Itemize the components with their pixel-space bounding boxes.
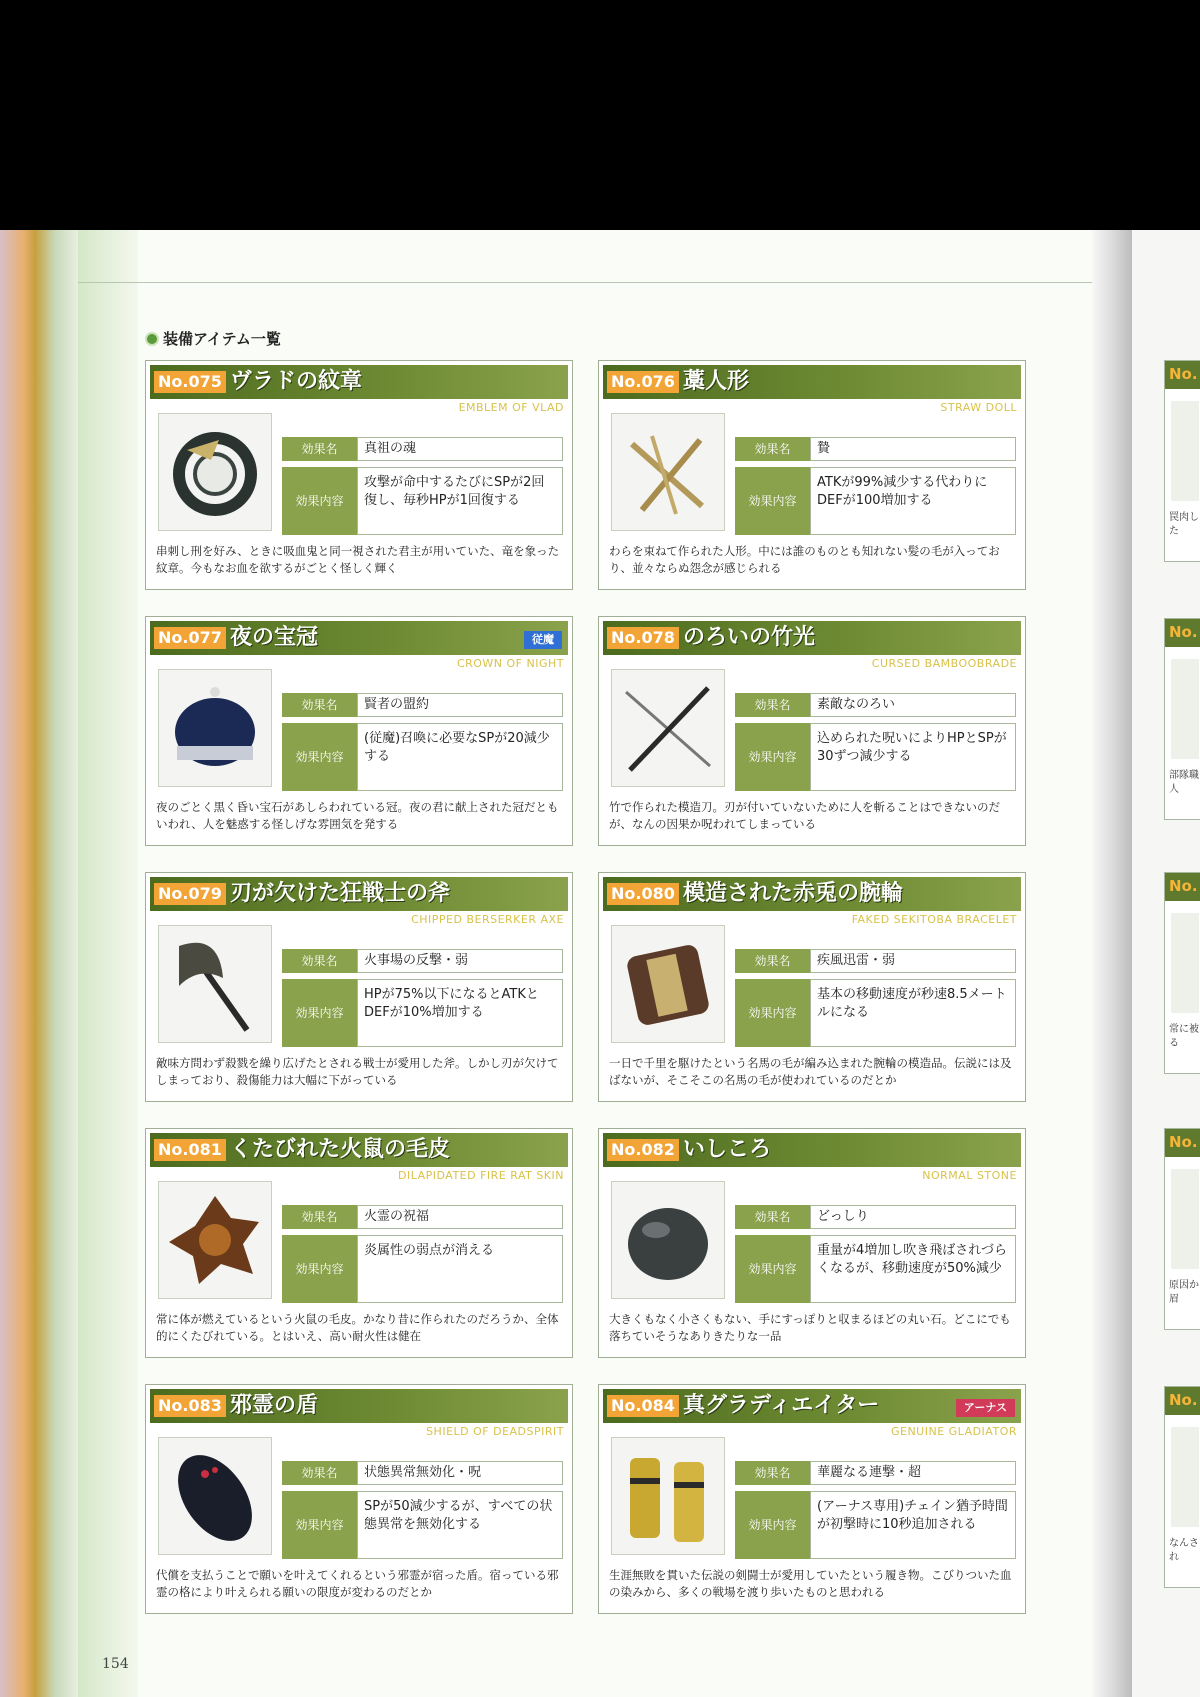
facing-card: No. 常に被る [1164,872,1200,1074]
effect-value: 込められた呪いによりHPとSPが30ずつ減少する [810,723,1016,791]
effect-name-value: どっしり [810,1205,1016,1229]
item-name: ヴラドの紋章 [230,369,363,394]
effect-label: 効果内容 [735,1491,810,1559]
item-badge: 従魔 [524,631,562,649]
item-card [598,616,1026,846]
stone-icon [612,1182,724,1298]
item-number: No.080 [607,883,679,905]
straw-doll-icon [612,414,724,530]
top-rule [78,282,1100,283]
effect-name-label: 効果名 [735,949,810,973]
section-bullet-icon [145,332,159,346]
effect-name-value: 贄 [810,437,1016,461]
card-header [150,621,568,655]
item-image [611,669,725,787]
effect-label: 効果内容 [282,467,357,535]
item-english-name: CHIPPED BERSERKER AXE [411,913,564,926]
page-edge [0,230,78,1697]
item-name: のろいの竹光 [683,625,816,650]
crossed-swords-icon [612,670,724,786]
page-number: 154 [102,1656,129,1672]
bracelet-icon [612,926,724,1042]
effect-value: ATKが99%減少する代わりにDEFが100増加する [810,467,1016,535]
item-badge: アーナス [956,1399,1015,1417]
item-image [158,925,272,1043]
item-number: No.075 [154,371,226,393]
item-number: No.076 [607,371,679,393]
item-description: 代償を支払うことで願いを叶えてくれるという邪霊が宿った盾。宿っている邪霊の格により叶えられる願いの限度が変わるのだとか [156,1568,559,1599]
item-description: 竹で作られた模造刀。刃が付いていないために人を斬ることはできないのだが、なんの因果か呪われてしまっている [609,800,1000,831]
item-english-name: NORMAL STONE [922,1169,1017,1182]
facing-card: No. なんされ [1164,1386,1200,1588]
crown-icon [159,670,271,786]
item-name: 藁人形 [683,369,750,394]
item-number: No.084 [607,1395,679,1417]
effect-value: SPが50減少するが、すべての状態異常を無効化する [357,1491,563,1559]
item-card [145,360,573,590]
card-header [603,1389,1021,1423]
effect-value: 基本の移動速度が秒速8.5メートルになる [810,979,1016,1047]
facing-card: No. 原因か眉 [1164,1128,1200,1330]
item-image [611,925,725,1043]
effect-name-value: 疾風迅雷・弱 [810,949,1016,973]
item-description: 一日で千里を駆けたという名馬の毛が編み込まれた腕輪の模造品。伝説には及ばないが、そこそこの名馬の毛が使われているのだとか [609,1056,1012,1087]
effect-name-value: 素敵なのろい [810,693,1016,717]
item-card [598,1128,1026,1358]
book-gutter [1092,230,1132,1697]
item-card [598,872,1026,1102]
item-english-name: CURSED BAMBOOBRADE [871,657,1017,670]
item-name: 刃が欠けた狂戦士の斧 [230,881,451,906]
axe-icon [159,926,271,1042]
item-name: 夜の宝冠 [230,625,319,650]
card-header [150,365,568,399]
item-description: 常に体が燃えているという火鼠の毛皮。かなり昔に作られたのだろうか、全体的にくたびれている。とはいえ、高い耐火性は健在 [156,1312,559,1343]
effect-label: 効果内容 [735,467,810,535]
card-header [603,365,1021,399]
shield-icon [159,1438,271,1554]
item-card [145,1128,573,1358]
item-image [158,1437,272,1555]
effect-value: 炎属性の弱点が消える [357,1235,563,1303]
item-description: 串刺し刑を好み、ときに吸血鬼と同一視された君主が用いていた、竜を象った紋章。今もなお血を欲するがごとく怪しく輝く [156,544,560,575]
item-number: No.077 [154,627,226,649]
item-name: くたびれた火鼠の毛皮 [230,1137,451,1162]
card-header [603,1133,1021,1167]
item-card [145,1384,573,1614]
effect-label: 効果内容 [282,1491,357,1559]
item-image [611,1437,725,1555]
item-english-name: SHIELD OF DEADSPIRIT [426,1425,564,1438]
card-header [150,1389,568,1423]
item-number: No.083 [154,1395,226,1417]
item-image [611,1181,725,1299]
effect-value: 重量が4増加し吹き飛ばされづらくなるが、移動速度が50%減少 [810,1235,1016,1303]
effect-name-label: 効果名 [282,1205,357,1229]
item-english-name: GENUINE GLADIATOR [890,1425,1017,1438]
item-number: No.079 [154,883,226,905]
item-name: 邪霊の盾 [230,1393,319,1418]
item-description: 大きくもなく小さくもない、手にすっぽりと収まるほどの丸い石。どこにでも落ちていそうなありきたりな一品 [609,1312,1011,1343]
effect-name-label: 効果名 [282,1461,357,1485]
item-image [158,669,272,787]
item-number: No.082 [607,1139,679,1161]
effect-label: 効果内容 [735,979,810,1047]
effect-label: 効果内容 [735,723,810,791]
item-image [158,1181,272,1299]
effect-name-value: 賢者の盟約 [357,693,563,717]
facing-card: No. 部隊職人 [1164,618,1200,820]
effect-value: HPが75%以下になるとATKとDEFが10%増加する [357,979,563,1047]
item-name: 真グラディエイター [683,1393,880,1418]
dragon-emblem-icon [159,414,271,530]
card-header [150,877,568,911]
item-description: 生涯無敗を貫いた伝説の剣闘士が愛用していたという履き物。こびりついた血の染みから、多くの戦場を渡り歩いたものと思われる [609,1568,1012,1599]
facing-card: No. 罠肉した [1164,360,1200,562]
item-image [611,413,725,531]
sandals-icon [612,1438,724,1554]
item-card [598,360,1026,590]
effect-value: (アーナス専用)チェイン猶予時間が初撃時に10秒追加される [810,1491,1016,1559]
item-name: 模造された赤兎の腕輪 [683,881,904,906]
fur-pelt-icon [159,1182,271,1298]
item-card [145,872,573,1102]
effect-name-label: 効果名 [735,437,810,461]
page-margin-wash [78,230,138,1697]
item-image [158,413,272,531]
effect-name-label: 効果名 [282,693,357,717]
effect-name-label: 効果名 [735,1205,810,1229]
card-header [603,877,1021,911]
item-card [145,616,573,846]
item-number: No.081 [154,1139,226,1161]
item-description: 敵味方問わず殺戮を繰り広げたとされる戦士が愛用した斧。しかし刃が欠けてしまっており、殺傷能力は大幅に下がっている [156,1056,559,1087]
effect-name-value: 華麗なる連撃・超 [810,1461,1016,1485]
item-english-name: CROWN OF NIGHT [456,657,564,670]
item-description: 夜のごとく黒く昏い宝石があしらわれている冠。夜の君に献上された冠だともいわれ、人を魅惑する怪しげな雰囲気を発する [156,800,559,831]
effect-name-value: 状態異常無効化・呪 [357,1461,563,1485]
effect-name-value: 火事場の反撃・弱 [357,949,563,973]
item-description: わらを束ねて作られた人形。中には誰のものとも知れない髪の毛が入っており、並々ならぬ怨念が感じられる [609,544,1000,575]
effect-label: 効果内容 [282,1235,357,1303]
item-name: いしころ [683,1137,772,1162]
effect-name-label: 効果名 [282,949,357,973]
card-header [603,621,1021,655]
effect-name-label: 効果名 [735,1461,810,1485]
item-english-name: EMBLEM OF VLAD [458,401,564,414]
effect-name-value: 火霊の祝福 [357,1205,563,1229]
item-english-name: STRAW DOLL [940,401,1017,414]
item-english-name: FAKED SEKITOBA BRACELET [851,913,1017,926]
item-english-name: DILAPIDATED FIRE RAT SKIN [398,1169,564,1182]
effect-name-value: 真祖の魂 [357,437,563,461]
effect-label: 効果内容 [282,979,357,1047]
effect-value: 攻撃が命中するたびにSPが2回復し、毎秒HPが1回復する [357,467,563,535]
item-card [598,1384,1026,1614]
section-title: 装備アイテム一覧 [145,328,281,349]
effect-name-label: 効果名 [735,693,810,717]
effect-label: 効果内容 [735,1235,810,1303]
effect-name-label: 効果名 [282,437,357,461]
card-header [150,1133,568,1167]
effect-label: 効果内容 [282,723,357,791]
effect-value: (従魔)召喚に必要なSPが20減少する [357,723,563,791]
item-number: No.078 [607,627,679,649]
